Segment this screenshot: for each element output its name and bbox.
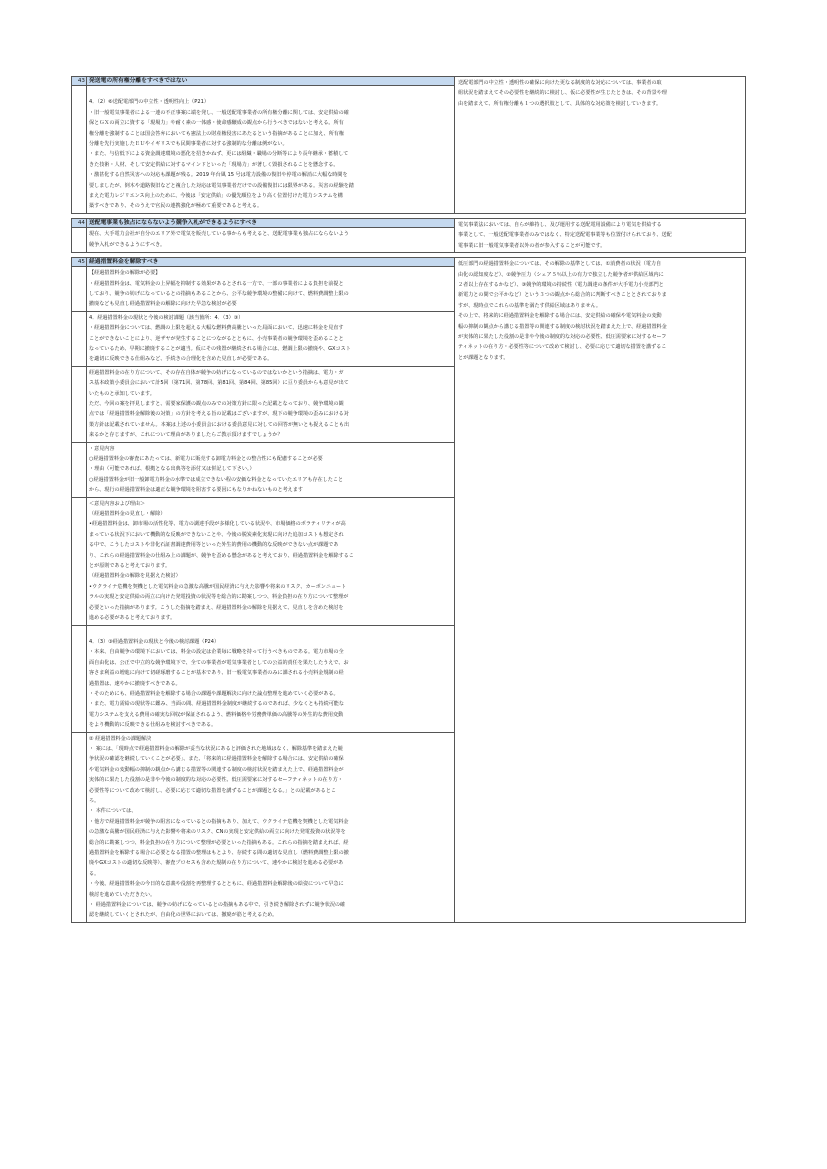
answer-line: とが課題となります。 [458,354,509,361]
opinion-line: ・旧一般電気事業者による一連の不正事案に端を発し、一般送配電事業者の所有権分離に関しては、安定供給の確 [89,109,349,116]
opinion-number-cell [72,267,87,312]
opinion-line: ス基本政策小委員会において計5回（第71回、第78回、第81回、第84回、第85回）に亘り委員からも意見が出て [89,380,349,387]
opinion-line: 権分離を強制することは国会答弁においても憲法上の財産権侵害にあたるという指摘があることに加え、所有権 [89,130,344,137]
answer-line: 低圧部門の経過措置料金については、その解除の基準としては、①消費者の状況（電力自 [458,261,662,268]
opinion-line: 検討を進めていただきたい。 [89,891,156,898]
opinion-line [89,627,452,637]
answer-cell [455,258,746,923]
opinion-line: ただ、今回の案を拝見しますと、需要家保護の観点のみでの対策方針に限った記載となっており、競争環境の観 [89,400,344,407]
answer-line: 由を踏まえて、所有権分離も１つの選択肢として、具体的な対応策を検討していきます。 [458,100,662,107]
item-title: 発送電の所有権分離をすべきではない [89,78,188,84]
opinion-text [87,312,454,366]
opinion-line: 必要といった指摘があります。こうした指摘を踏まえ、経過措置料金の解除を見据えて、見直しを含めた検討を [89,604,344,611]
opinion-line: 進める必要があると考えております。 [89,615,176,622]
opinion-line: 過措置は、速やかに撤廃すべきである。 [89,680,181,687]
opinion-line: きた技術・人材、そして安定供給に対するマインドといった「現場力」が著しく毀損されることを懸念する。 [89,161,339,168]
opinion-line: ・激甚化する自然災害への対応も課題が残る。2019 年台風 15 号は電力設備の復旧や停電の解消に大幅な時間を [89,172,348,179]
opinion-line: 実体的に果たした役割の是非や今後の制度的な対応の必要性、低圧需要家に対するセーフティネットの在り方・ [89,777,343,784]
item-number: 43 [72,77,87,86]
opinion-line: ・本来、自由競争の環境下においては、料金の設定は企業毎に戦略を持って行うべきものである。電力市場の全 [89,649,344,656]
opinion-text [87,498,454,625]
answer-line: 電気事業法においては、自らが維持し、及び運用する送配電用設備により電気を供給する [458,221,662,228]
answer-line: が実体的に果たした役割の是非や今後の制度的な対応の必要性、低圧需要家に対するセーフ [458,333,667,340]
opinion-cell [87,86,455,214]
comment-table [71,76,746,923]
opinion-line: ラルの実現と安定供給の両立に向けた発電投資の状況等を総合的に勘案しつつ、料金負担の在り方について整理が [89,594,349,601]
opinion-line: 4．（2）⑥送配電部門の中立性・透明性向上（P21） [89,99,209,106]
opinion-text [87,86,454,213]
opinion-line: 必要性等について改めて検討し、必要に応じて適切な措置を講ずることが課題となる。」との記載があるとこ [89,787,336,794]
opinion-cell [87,228,455,253]
opinion-number-cell [72,228,87,253]
answer-line: 幅の抑制の観点から講じる措置等の関連する制度の検討状況を踏まえた上で、経過措置料金 [458,323,667,330]
opinion-text [87,443,454,497]
opinion-line: 現在、大手電力会社が自分のエリア外で電気を販売している事からも考えると、送配電事業も独占にならないよう [89,231,349,238]
opinion-line: •ウクライナ危機を契機とした電気料金の急激な高騰が国民経済に与えた影響や将来のリスク、カーボンニュート [89,583,347,590]
opinion-line: 4．（3）③経過措置料金の現状と今後の検討課題（P24） [89,638,220,645]
opinion-line: の急激な高騰が国民経済に与えた影響や将来のリスク、CNの実現と安定供給の両立に向けた発電投資の状況等を [89,829,346,836]
opinion-line: 過措置料金を解除する場合に必要となる措置の整理はもとより、存続する間の適切な見直し（燃料費調整上限の撤 [89,850,349,857]
opinion-line: ・また、与信低下による資金調達環境の悪化を招きかねず、更には組織・職場の分断等により長年継承・蓄積して [89,151,349,158]
opinion-line: から、現行の経過措置料金は適正な競争環境を阻害する要因にもなりかねないものと考えます [89,487,303,494]
answer-line: 新電力との間で公平かなど）という３つの観点から総合的に判断すべきこととされておりま [458,292,667,299]
opinion-line: ・ 本件については、 [89,808,137,815]
opinion-cell [87,497,455,625]
opinion-text [87,228,454,251]
opinion-line: り、これらの経過措置料金の仕組み上の課題が、競争を歪める懸念があると考えており、経過措置料金を解除するこ [89,552,354,559]
item-title-cell [87,77,455,86]
answer-line: 電事業に旧一般電気事業者以外の者が参入することが可能です。 [458,242,606,249]
opinion-line: 点では「経過措置料金解除後の対策」の方針を考える旨の記載はございますが、現下の競争環境の歪みにおける対 [89,411,349,418]
answer-line: ティネットの在り方・必要性等について改めて検討し、必要に応じて適切な措置を講ずるこ [458,344,667,351]
item-title: 経過措置料金を解除すべき [89,259,159,266]
comment-table-body [72,77,746,923]
opinion-line: や電気料金の変動幅の抑制の観点から講じる措置等の関連する制度の検討状況を踏まえた上で、経過措置料金が [89,766,344,773]
opinion-line: 客さま利益の増進に向けて切磋琢磨することが基本であり、旧一般電気事業者のみに課される小売料金規制の経 [89,670,344,677]
opinion-text [87,626,454,732]
opinion-number-cell [72,311,87,366]
opinion-line: を適切に反映できる仕組みなど、手続きの合理化を含めた見直しが必要である。 [89,356,273,363]
opinion-line: しており、競争の妨げになっているとの指摘もあることから、公平な競争環境の整備に向けて、燃料費調整上限の [89,290,349,297]
opinion-line: 4．経過措置料金の現状と今後の検討課題（該当箇所：4．（3）③） [89,314,244,321]
opinion-line: 築すべきであり、そのうえで官民の連携強化が極めて重要であると考える。 [89,203,263,210]
opinion-line: 要しましたが、倒木や道路復旧などと複合した対応は電気事業者だけでの設備復旧には限界がある。災害の経験を踏 [89,182,354,189]
answer-cell [455,77,746,214]
answer-text [455,258,745,364]
answer-text [455,77,745,110]
opinion-line: いたものと承知しています。 [89,390,155,397]
item-title-cell [87,218,455,227]
opinion-line: ② 経過措置料金の課題解決 [89,735,152,742]
opinion-line: 撤廃なども見直し経過措置料金の解除に向けた早急な検討が必要 [89,301,237,308]
opinion-line: 廃やGXコストの適切な反映等）、審査プロセスも含めた規制の在り方について、速やかに検討を進める必要があ [89,860,344,867]
opinion-number-cell [72,442,87,497]
answer-line: ２者以上存在するかなど）、③競争的環境の持続性（電力調達の条件が大手電力小売部門と [458,281,664,288]
opinion-number-cell [72,625,87,732]
answer-line: すが、現時点でこれらの基準を満たす供給区域はありません。 [458,302,601,309]
item-number: 44 [72,218,87,227]
opinion-line: 来るかと存じますが、これについて理由がありましたらご教示頂けますでしょうか？ [89,432,283,439]
opinion-line: ・ 案には、「現時点で経過措置料金の解除が妥当な状況にあると評価された地域はなく、解除基準を踏まえた競 [89,745,343,752]
opinion-line: ・そのためにも、経過措置料金を解除する場合の課題や課題解決に向けた論点整理を進めていく必要がある。 [89,690,339,697]
opinion-line: ・経過措置料金については、燃調の上限を超える大幅な燃料費高騰といった局面において、迅速に料金を見直す [89,325,344,332]
opinion-number-cell [72,732,87,922]
opinion-line: 競争入札ができるようにすべき。 [89,241,166,248]
opinion-line: まえた電力レジリエンス向上のために、今後は「安定供給」の優先順位をより高く位置付けた電力システムを構 [89,193,343,200]
opinion-text [87,733,454,922]
opinion-number-cell [72,497,87,625]
opinion-line: （経過措置料金の見直し・解除） [89,511,166,518]
item-title: 送配電事業も独占にならないよう競争入札ができるようにすべき [89,219,257,226]
opinion-text [87,367,454,442]
opinion-line: ・理由（可能であれば、根拠となる出典等を添付又は併記して下さい。） [89,466,255,473]
opinion-line: ・今後、経過措置料金の今日的な意義や役割を再整理するとともに、経過措置料金解除後の絵姿について早急に [89,881,344,888]
opinion-text [87,267,454,311]
answer-text [455,219,745,252]
opinion-cell [87,267,455,312]
opinion-line: 保とＧＸの両立に資する「現場力」や耐く素の一体感・使命感醸成の観点から行うべきではないと考える。所有 [89,120,344,127]
opinion-line: 策方針は記載されていません。本案は上述の小委員会における委員意見に対しての回答が無いとも捉えることも出 [89,421,350,428]
opinion-line: 争状況の確認を継続していくことが必要」、また、「将来的に経過措置料金を解除する場合には、安定供給の確保 [89,756,344,763]
answer-line: その上で、将来的に経過措置料金を解除する場合には、安定供給の確保や電気料金の変動 [458,313,662,320]
opinion-line: 総合的に勘案しつつ、料金負担の在り方について整理が必要といった指摘もある。これらの指摘を踏まえれば、経 [89,839,349,846]
opinion-cell [87,732,455,922]
opinion-line: ○経過措置料金の審査にあたっては、新電力に販売する卸電力料金との整合性にも配慮することが必要 [89,456,323,462]
opinion-cell [87,625,455,732]
answer-line: 送配電部門の中立性・透明性の確保に向けた更なる制度的な対応については、事業者の取 [458,80,662,86]
opinion-line: とが原則であると考えております。 [89,563,171,570]
item-title-cell [87,258,455,267]
opinion-line: ＜意見内容および理由＞ [89,500,146,507]
opinion-line: ・経過措置料金は、電気料金の上昇幅を抑制する効果があるとされる一方で、一部の事業者による負担を前提と [89,280,344,287]
opinion-line [89,87,452,97]
opinion-line: 面自由化は、公正で中立的な競争環境下で、全ての事業者が電気事業者としての公益的責任を果たしたうえで、お [89,659,349,666]
item-header-row [72,218,746,227]
answer-line: 組状況を踏まえてその必要性を継続的に検討し、仮に必要性が生じたときは、その背景や理 [458,90,667,97]
opinion-line: る。 [89,870,100,877]
item-header-row [72,258,746,267]
opinion-line: 経過措置料金の在り方について、その存在自体が競争の妨げになっているのではないかという指摘は、電力・ガ [89,369,344,376]
opinion-line: ○経過措置料金が旧一般卸電力料金の水準では成立できない程の安価な料金となっていたエリアも存在したこと [89,476,344,483]
opinion-line: なっているため、早期に撤廃することが適当。仮にその残置が継続される場合には、燃調上限の撤廃や、GXコスト [89,345,351,352]
opinion-line: ・他方で経過措置料金が競争の阻害になっているとの指摘もあり、加えて、ウクライナ危機を契機とした電気料金 [89,818,349,825]
opinion-cell [87,442,455,497]
opinion-line: ・ 経過措置料金については、競争の妨げになっているとの指摘もある中で、引き続き解除されずに競争状況の確 [89,902,346,909]
answer-cell [455,218,746,252]
opinion-line: 電力システムを支える費用の確実な回収が保証されるよう、燃料価格や労務費単価の高騰等の外生的な費用変動 [89,711,344,718]
opinion-number-cell [72,86,87,214]
opinion-line: ことができないことにより、逆ザヤが発生することにつながるとともに、小売事業者の競争環境を歪めることと [89,335,344,342]
opinion-line: ・また、電力需給の現状等に鑑み、当面の間、経過措置料金制度が継続するのであれば、少なくとも持続可能な [89,701,344,708]
opinion-number-cell [72,366,87,442]
opinion-line: •経過措置料金は、卸市場の活性化等、電力の調達手段が多様化している状況や、市場価格のボラティリティが高 [89,521,346,528]
item-header-row [72,77,746,86]
item-number: 45 [72,258,87,267]
opinion-cell [87,311,455,366]
opinion-line: ろ。 [89,798,100,804]
opinion-line: ・意見内容 [89,445,115,452]
opinion-line: 【経過措置料金の解除が必要】 [89,270,161,277]
opinion-cell [87,366,455,442]
opinion-line: 分離を先行実施したＥＵやイギリスでも民間事業者に対する強制的な分離は例がない。 [89,141,288,148]
opinion-line: る中で、こうしたコストや非化石証書調達費用等といった外生的費用の機動的な反映ができない点が課題であ [89,542,339,549]
answer-line: 事業として、一般送配電事業者のみではなく、特定送配電事業等も位置付けられており、送配 [458,232,672,239]
opinion-line: をより機動的に反映できる仕組みを検討すべきである。 [89,722,217,729]
answer-line: 由化の認知度など）、②競争圧力（シェア５％以上の有力で独立した競争者が供給区域内に [458,271,664,278]
opinion-line: まっている状況下において機動的な反映ができないことや、今後の脱炭素化実現に向けた追加コストも想定され [89,531,344,538]
opinion-line: （経過措置料金の解除を見据えた検討） [89,573,181,580]
opinion-line: 認を継続していくとされたが、自由化の世界においては、撤廃が筋と考えるため。 [89,912,278,919]
